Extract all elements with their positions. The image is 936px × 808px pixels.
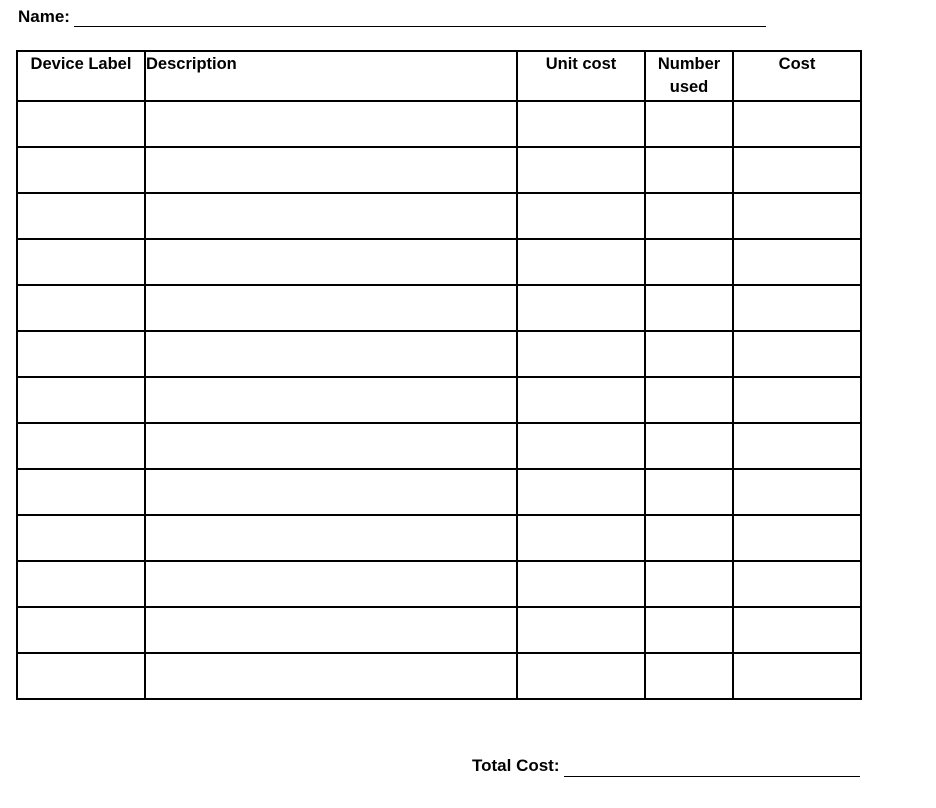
number-used-cell[interactable] [645,193,733,239]
device-label-cell[interactable] [17,469,145,515]
table-row [17,147,861,193]
header-device-label: Device Label [17,51,145,101]
description-cell[interactable] [145,423,517,469]
number-used-cell[interactable] [645,331,733,377]
table-row [17,101,861,147]
header-unit-cost: Unit cost [517,51,645,101]
description-cell[interactable] [145,515,517,561]
device-label-cell[interactable] [17,239,145,285]
table-header-row [17,51,861,101]
header-description: Description [145,51,517,101]
description-cell[interactable] [145,101,517,147]
device-cost-table [16,50,862,700]
cost-cell[interactable] [733,515,861,561]
device-label-cell[interactable] [17,331,145,377]
description-cell[interactable] [145,607,517,653]
unit-cost-cell[interactable] [517,193,645,239]
number-used-cell[interactable] [645,239,733,285]
name-input-line[interactable] [74,8,766,27]
table-row [17,469,861,515]
cost-cell[interactable] [733,561,861,607]
table-row [17,515,861,561]
table-body [17,101,861,699]
table-row [17,285,861,331]
number-used-cell[interactable] [645,377,733,423]
cost-cell[interactable] [733,147,861,193]
cost-cell[interactable] [733,331,861,377]
unit-cost-cell[interactable] [517,285,645,331]
description-cell[interactable] [145,239,517,285]
number-used-cell[interactable] [645,285,733,331]
total-cost-input-line[interactable] [564,756,860,777]
device-label-cell[interactable] [17,561,145,607]
cost-cell[interactable] [733,377,861,423]
number-used-cell[interactable] [645,607,733,653]
table-row [17,607,861,653]
cost-cell[interactable] [733,607,861,653]
number-used-cell[interactable] [645,469,733,515]
description-cell[interactable] [145,285,517,331]
cost-cell[interactable] [733,653,861,699]
number-used-cell[interactable] [645,561,733,607]
unit-cost-cell[interactable] [517,239,645,285]
unit-cost-cell[interactable] [517,423,645,469]
description-cell[interactable] [145,561,517,607]
total-cost-field [472,753,860,777]
number-used-cell[interactable] [645,653,733,699]
table-row [17,377,861,423]
name-field [18,5,766,27]
table-row [17,331,861,377]
unit-cost-cell[interactable] [517,331,645,377]
description-cell[interactable] [145,377,517,423]
unit-cost-cell[interactable] [517,101,645,147]
table-row [17,423,861,469]
cost-cell[interactable] [733,423,861,469]
description-cell[interactable] [145,147,517,193]
header-number-used-text: Number used [657,55,721,96]
cost-cell[interactable] [733,285,861,331]
unit-cost-cell[interactable] [517,515,645,561]
unit-cost-cell[interactable] [517,377,645,423]
device-label-cell[interactable] [17,653,145,699]
description-cell[interactable] [145,193,517,239]
unit-cost-cell[interactable] [517,147,645,193]
table-row [17,193,861,239]
unit-cost-cell[interactable] [517,469,645,515]
description-cell[interactable] [145,653,517,699]
number-used-cell[interactable] [645,147,733,193]
number-used-cell[interactable] [645,101,733,147]
device-label-cell[interactable] [17,607,145,653]
cost-cell[interactable] [733,193,861,239]
device-label-cell[interactable] [17,423,145,469]
number-used-cell[interactable] [645,423,733,469]
table-row [17,653,861,699]
unit-cost-cell[interactable] [517,607,645,653]
unit-cost-cell[interactable] [517,561,645,607]
cost-cell[interactable] [733,101,861,147]
device-label-cell[interactable] [17,147,145,193]
device-label-cell[interactable] [17,377,145,423]
device-label-cell[interactable] [17,285,145,331]
table-row [17,239,861,285]
cost-cell[interactable] [733,469,861,515]
unit-cost-cell[interactable] [517,653,645,699]
number-used-cell[interactable] [645,515,733,561]
table-row [17,561,861,607]
device-label-cell[interactable] [17,193,145,239]
device-label-cell[interactable] [17,101,145,147]
description-cell[interactable] [145,331,517,377]
name-label: Name: [18,7,70,26]
cost-cell[interactable] [733,239,861,285]
header-number-used [645,51,733,101]
device-label-cell[interactable] [17,515,145,561]
header-cost: Cost [733,51,861,101]
description-cell[interactable] [145,469,517,515]
total-cost-label: Total Cost: [472,756,560,775]
